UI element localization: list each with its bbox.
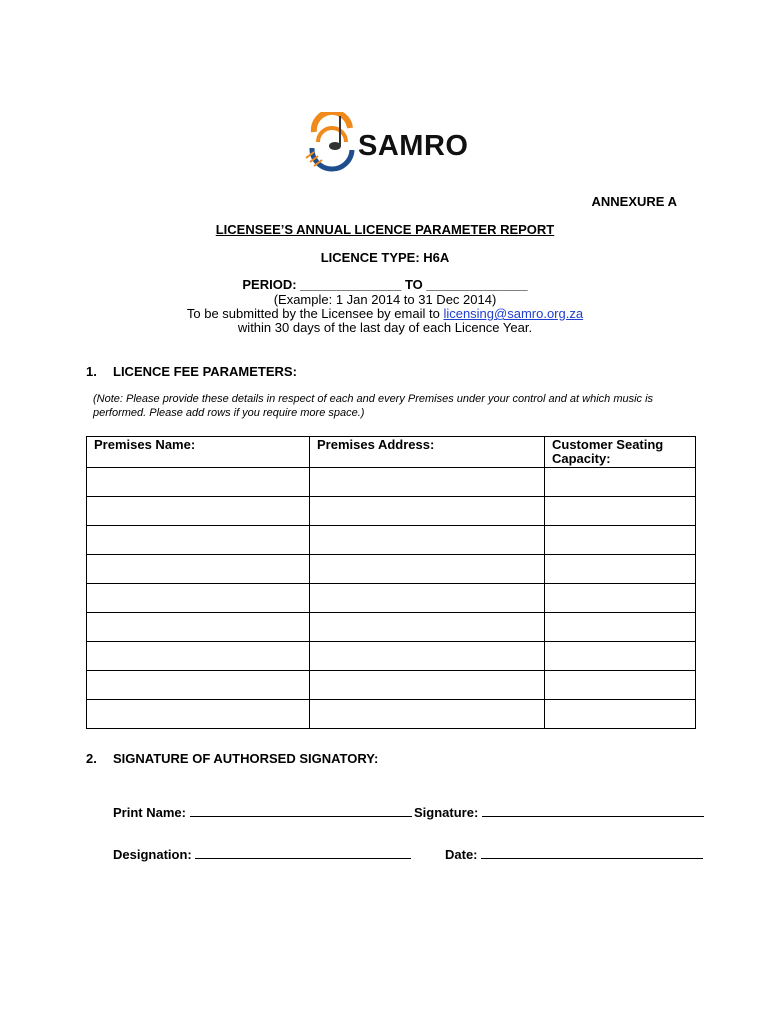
seating-capacity-cell[interactable] xyxy=(545,700,696,729)
section2-number: 2. xyxy=(86,751,97,766)
designation-field[interactable] xyxy=(195,847,411,859)
premises-name-cell[interactable] xyxy=(87,526,310,555)
premises-name-cell[interactable] xyxy=(87,613,310,642)
premises-name-cell[interactable] xyxy=(87,642,310,671)
signature-row xyxy=(414,805,704,820)
seating-capacity-cell[interactable] xyxy=(545,555,696,584)
premises-name-cell[interactable] xyxy=(87,555,310,584)
col-header-premises-address: Premises Address: xyxy=(310,437,545,468)
submission-deadline: within 30 days of the last day of each Licence Year. xyxy=(237,320,533,335)
designation-row xyxy=(113,847,411,862)
table-row xyxy=(87,526,696,555)
report-title: LICENSEE’S ANNUAL LICENCE PARAMETER REPORT xyxy=(215,222,555,237)
seating-capacity-cell[interactable] xyxy=(545,671,696,700)
premises-name-cell[interactable] xyxy=(87,497,310,526)
table-row xyxy=(87,613,696,642)
table-header-row xyxy=(87,437,696,468)
table-row xyxy=(87,584,696,613)
period-example: (Example: 1 Jan 2014 to 31 Dec 2014) xyxy=(273,292,497,307)
premises-address-cell[interactable] xyxy=(310,584,545,613)
premises-address-cell[interactable] xyxy=(310,642,545,671)
premises-address-cell[interactable] xyxy=(310,555,545,584)
licence-type: LICENCE TYPE: H6A xyxy=(320,250,450,265)
signature-field[interactable] xyxy=(482,805,704,817)
premises-name-cell[interactable] xyxy=(87,671,310,700)
annexure-label: ANNEXURE A xyxy=(591,194,677,209)
section1-note: (Note: Please provide these details in respect of each and every Premises under your control and at which music is performed. Please add rows if you require more space.) xyxy=(93,393,654,419)
premises-name-cell[interactable] xyxy=(87,700,310,729)
table-row xyxy=(87,642,696,671)
table-row xyxy=(87,468,696,497)
section2-title: SIGNATURE OF AUTHORSED SIGNATORY: xyxy=(113,751,379,766)
table-row xyxy=(87,555,696,584)
date-field[interactable] xyxy=(481,847,703,859)
seating-capacity-cell[interactable] xyxy=(545,613,696,642)
table-row xyxy=(87,497,696,526)
seating-capacity-cell[interactable] xyxy=(545,468,696,497)
premises-address-cell[interactable] xyxy=(310,671,545,700)
premises-address-cell[interactable] xyxy=(310,526,545,555)
table-row xyxy=(87,671,696,700)
premises-table xyxy=(86,436,696,729)
col-header-seating-capacity: Customer Seating Capacity: xyxy=(545,437,696,468)
designation-label: Designation: xyxy=(113,847,192,862)
table-row xyxy=(87,700,696,729)
premises-address-cell[interactable] xyxy=(310,613,545,642)
signature-label: Signature: xyxy=(414,805,479,820)
premises-address-cell[interactable] xyxy=(310,700,545,729)
period-line: PERIOD: ______________ TO ______________ xyxy=(242,277,528,292)
email-link[interactable]: licensing@samro.org.za xyxy=(443,306,584,321)
premises-name-cell[interactable] xyxy=(87,468,310,497)
seating-capacity-cell[interactable] xyxy=(545,584,696,613)
seating-capacity-cell[interactable] xyxy=(545,526,696,555)
section1-title: LICENCE FEE PARAMETERS: xyxy=(113,364,297,379)
date-row xyxy=(445,847,703,862)
print-name-field[interactable] xyxy=(190,805,412,817)
logo-text: SAMRO xyxy=(358,130,469,162)
seating-capacity-cell[interactable] xyxy=(545,497,696,526)
premises-address-cell[interactable] xyxy=(310,468,545,497)
section1-number: 1. xyxy=(86,364,97,379)
submission-instructions xyxy=(0,306,770,321)
print-name-label: Print Name: xyxy=(113,805,186,820)
col-header-premises-name: Premises Name: xyxy=(87,437,310,468)
submission-prefix: To be submitted by the Licensee by email to xyxy=(186,306,444,321)
premises-name-cell[interactable] xyxy=(87,584,310,613)
date-label: Date: xyxy=(445,847,478,862)
seating-capacity-cell[interactable] xyxy=(545,642,696,671)
premises-address-cell[interactable] xyxy=(310,497,545,526)
print-name-row xyxy=(113,805,412,820)
